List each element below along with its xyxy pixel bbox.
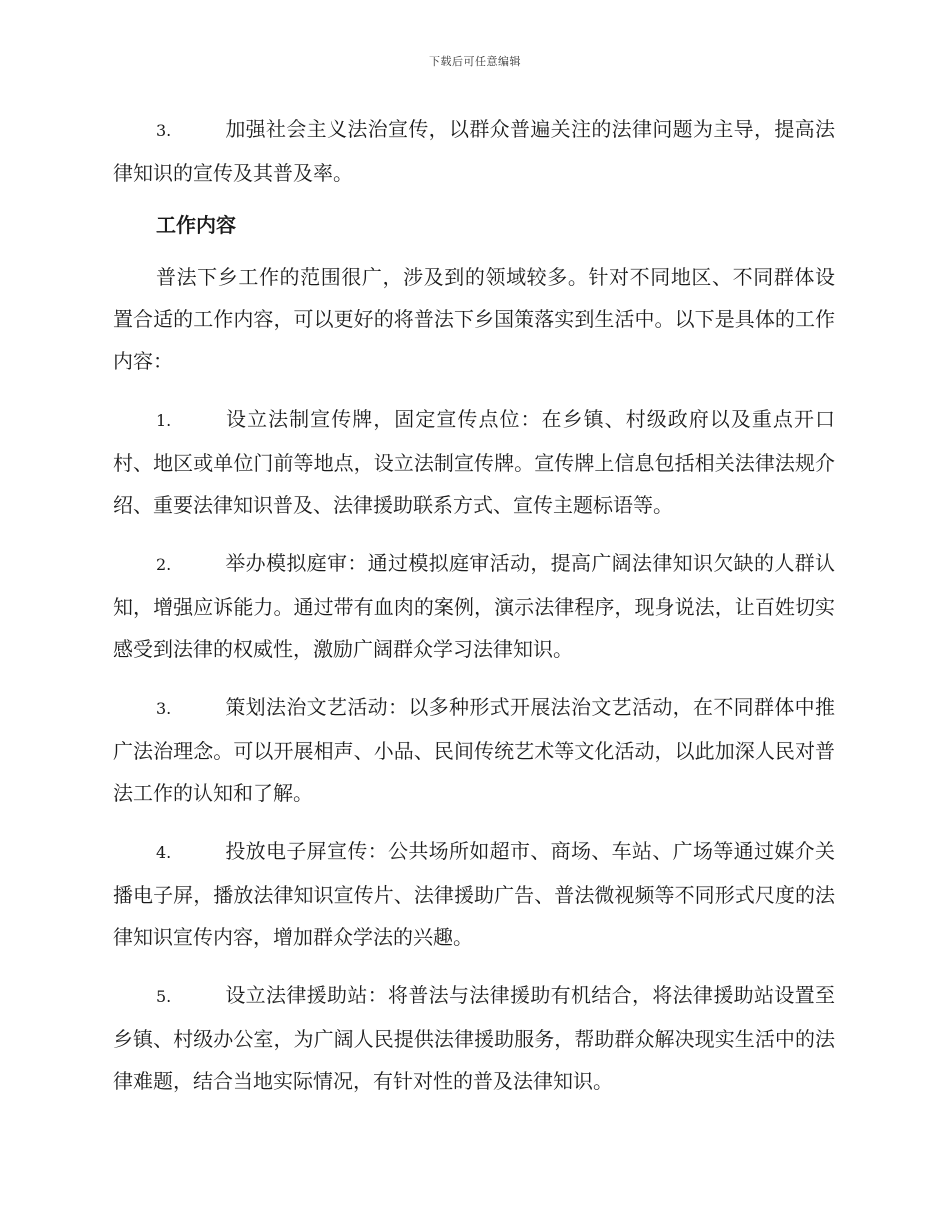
- list-item-number: 1.: [156, 411, 172, 430]
- section-heading: 工作内容: [156, 213, 236, 237]
- list-item: [113, 108, 835, 194]
- list-item: [113, 830, 835, 958]
- list-item-number: 2.: [156, 555, 172, 574]
- list-item-number: 5.: [156, 987, 172, 1006]
- list-item-text: 设立法制宣传牌，固定宣传点位：在乡镇、村级政府以及重点开口村、地区或单位门前等地点，设立法制宣传牌。宣传牌上信息包括相关法律法规介绍、重要法律知识普及、法律援助联系方式、宣传主题标语等。: [113, 407, 835, 517]
- document-body: [113, 108, 835, 1102]
- list-item-text: 策划法治文艺活动：以多种形式开展法治文艺活动，在不同群体中推广法治理念。可以开展相声、小品、民间传统艺术等文化活动，以此加深人民对普法工作的认知和了解。: [113, 695, 835, 805]
- list-item-number: 3.: [156, 121, 172, 140]
- list-item: [113, 398, 835, 526]
- list-item-text: 加强社会主义法治宣传，以群众普遍关注的法律问题为主导，提高法律知识的宣传及其普及率。: [113, 117, 835, 185]
- list-item-text: 投放电子屏宣传：公共场所如超市、商场、车站、广场等通过媒介关播电子屏，播放法律知识宣传片、法律援助广告、普法微视频等不同形式尺度的法律知识宣传内容，增加群众学法的兴趣。: [113, 839, 835, 949]
- list-item-text: 设立法律援助站：将普法与法律援助有机结合，将法律援助站设置至乡镇、村级办公室，为广阔人民提供法律援助服务，帮助群众解决现实生活中的法律难题，结合当地实际情况，有针对性的普及法律知识。: [113, 983, 835, 1093]
- list-item-number: 3.: [156, 699, 172, 718]
- intro-paragraph: 普法下乡工作的范围很广，涉及到的领域较多。针对不同地区、不同群体设置合适的工作内容，可以更好的将普法下乡国策落实到生活中。以下是具体的工作内容：: [113, 265, 835, 373]
- list-item: [113, 974, 835, 1102]
- list-item: [113, 686, 835, 814]
- page-header: 下载后可任意编辑: [429, 55, 521, 68]
- list-item-number: 4.: [156, 843, 172, 862]
- list-item-text: 举办模拟庭审：通过模拟庭审活动，提高广阔法律知识欠缺的人群认知，增强应诉能力。通过带有血肉的案例，演示法律程序，现身说法，让百姓切实感受到法律的权威性，激励广阔群众学习法律知识。: [113, 551, 835, 661]
- list-item: [113, 542, 835, 670]
